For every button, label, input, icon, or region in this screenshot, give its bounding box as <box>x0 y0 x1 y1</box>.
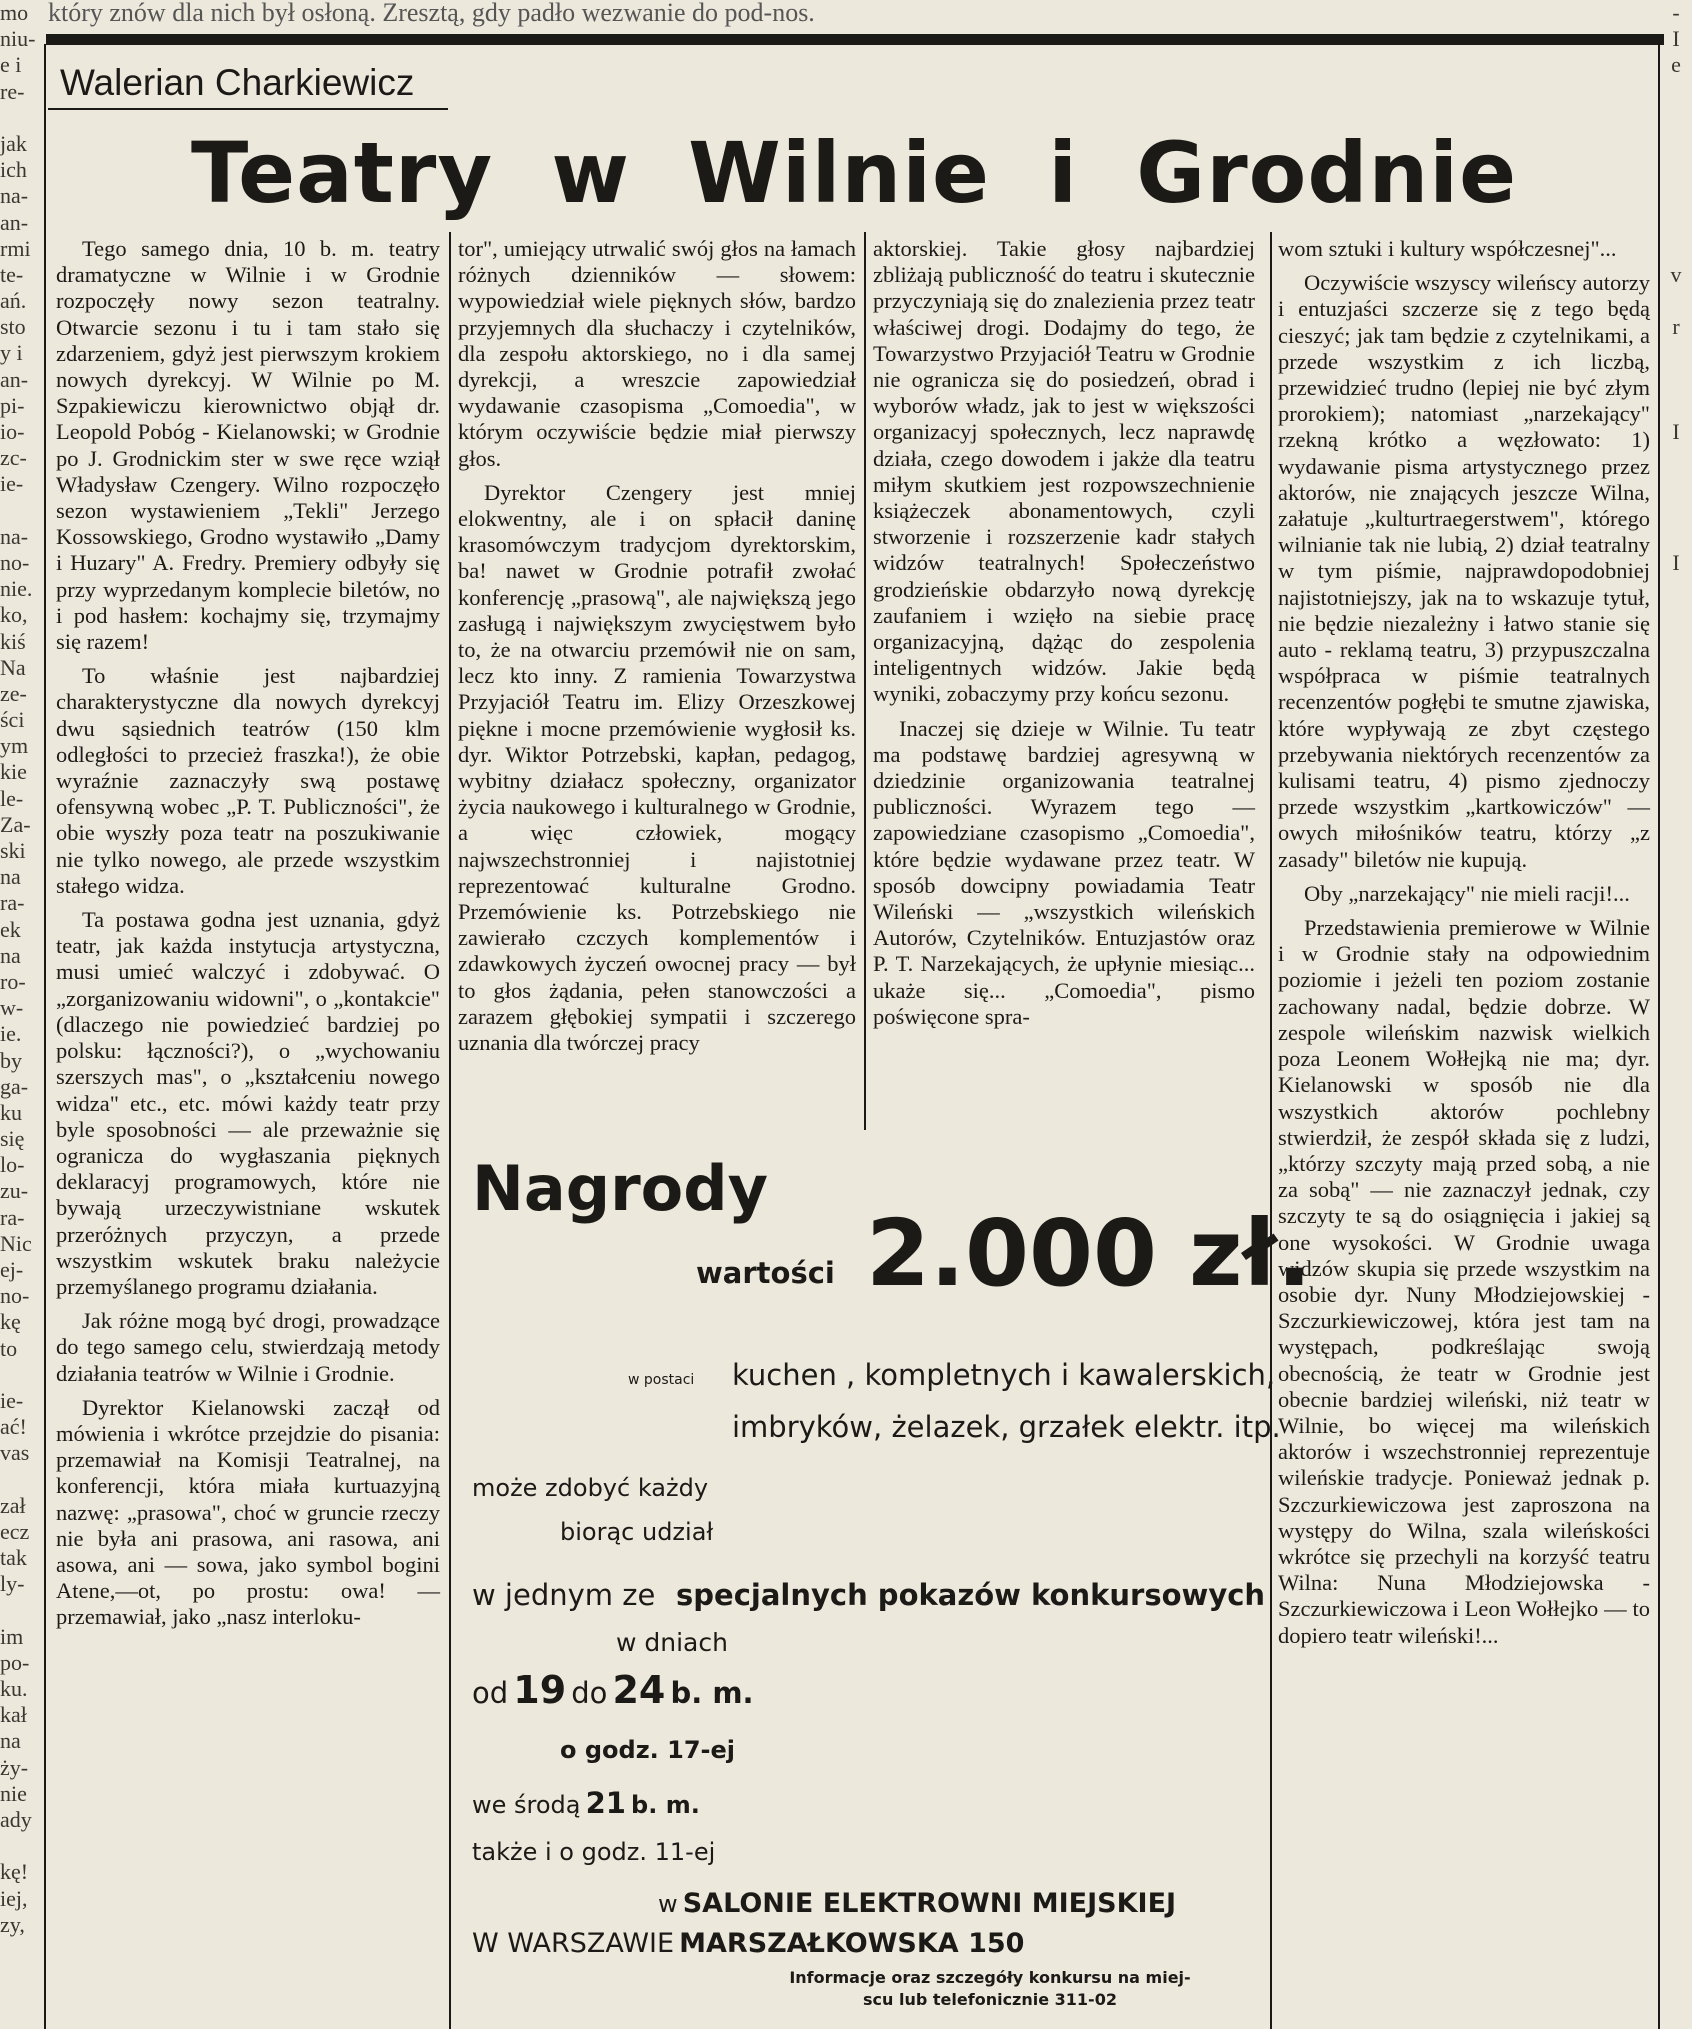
edge-fragment: ze- <box>0 680 27 706</box>
edge-fragment <box>1660 707 1692 733</box>
edge-fragment <box>1660 1257 1692 1283</box>
ad-participating: biorąc udział <box>560 1518 714 1546</box>
ad-items-line-2: imbryków, żelazek, grzałek elektr. itp. <box>732 1410 1281 1444</box>
edge-fragment <box>1660 157 1692 183</box>
edge-fragment <box>1660 969 1692 995</box>
edge-fragment: an- <box>0 366 29 392</box>
edge-fragment: sto <box>0 314 26 340</box>
prize-advertisement <box>458 1138 1312 2009</box>
edge-fragment: Za- <box>0 811 31 837</box>
ad-value-word: wartości <box>696 1256 835 1290</box>
edge-fragment <box>1660 1886 1692 1912</box>
ad-special-shows: specjalnych pokazów konkursowych <box>676 1578 1266 1612</box>
edge-fragment: lo- <box>0 1152 25 1178</box>
edge-fragment <box>1660 1048 1692 1074</box>
right-border-rule <box>1658 44 1660 2029</box>
edge-fragment: Na <box>0 654 26 680</box>
edge-fragment <box>1660 1205 1692 1231</box>
left-border-rule <box>44 44 46 2029</box>
edge-fragment <box>1660 681 1692 707</box>
edge-fragment: ra- <box>0 1204 25 1230</box>
ad-info-line-2: scu lub telefonicznie 311-02 <box>863 1990 1117 2009</box>
edge-fragment: się <box>0 1126 25 1152</box>
edge-fragment <box>1660 1571 1692 1597</box>
ad-time-1: o godz. 17-ej <box>560 1736 735 1764</box>
edge-fragment <box>1660 288 1692 314</box>
edge-fragment: ady <box>0 1806 32 1832</box>
edge-fragment <box>0 1597 38 1623</box>
edge-fragment: iej, <box>0 1885 28 1911</box>
edge-fragment: ku. <box>0 1676 28 1701</box>
ad-amount: 2.000 zł. <box>866 1200 1312 1307</box>
edge-fragment <box>1660 393 1692 419</box>
article-column-4 <box>1278 236 1650 1649</box>
edge-fragment <box>1660 917 1692 943</box>
edge-fragment: ro- <box>0 968 26 994</box>
ad-headline: Nagrody <box>472 1152 769 1225</box>
left-edge-column <box>0 0 38 2029</box>
edge-fragment: ga- <box>0 1073 29 1099</box>
top-cut-text: który znów dla nich był osłoną. Zresztą, gdy padło wezwanie do pod-nos. <box>48 0 815 27</box>
paragraph: Ta postawa godna jest uznania, gdyż teatr, jak każda instytucja artystyczna, musi umieć walczyć i zdobywać. O „zorganizowaniu widowni", o „kontakcie" (dlaczego nie powiedzieć bardziej po polsku: łączności?), o „wychowaniu szerszych mas", o „kształceniu nowego widza" etc., etc. mówi każdy teatr przy byle sposobności — ale przeważnie się ogranicza do wygłaszania pięknych deklaracyj programowych, które nie bywają urzeczywistniane wskutek przeróżnych przyczyn, a przede wszystkim wskutek braku należycie przemyślanego programu działania. <box>56 907 440 1299</box>
edge-fragment <box>1660 1152 1692 1178</box>
edge-fragment: le- <box>0 785 24 811</box>
edge-fragment: niu- <box>0 26 36 52</box>
edge-fragment <box>1660 1938 1692 1964</box>
edge-fragment <box>1660 890 1692 916</box>
edge-fragment: to <box>0 1335 18 1361</box>
edge-fragment: w- <box>0 995 24 1021</box>
ad-in-word: w <box>658 1890 678 1918</box>
edge-fragment <box>1660 471 1692 497</box>
edge-fragment <box>1660 576 1692 602</box>
ad-wednesday <box>472 1786 700 1820</box>
edge-fragment: nie <box>0 1780 27 1806</box>
edge-fragment: rmi <box>0 235 31 261</box>
edge-fragment <box>0 1467 38 1493</box>
paragraph: Dyrektor Kielanowski zaczął od mówienia i wkrótce przejdzie do pisania: przemawiał na Komisji Teatralnej, na konferencji, która miała kurtuazyjną nazwę: „prasowa", choć w gruncie rzeczy nie była ani prasowa, ani rasowa, ani asowa, ani — sowa, jako symbol bogini Atene,—ot, po prostu: owa! — przemawiał, jako „nasz interloku- <box>56 1394 440 1630</box>
edge-fragment <box>1660 236 1692 262</box>
edge-fragment <box>1660 1702 1692 1728</box>
edge-fragment <box>1660 838 1692 864</box>
edge-fragment <box>1660 1021 1692 1047</box>
edge-fragment <box>1660 1728 1692 1754</box>
ad-month-1: b. m. <box>670 1676 754 1710</box>
paragraph: tor", umiejący utrwalić swój głos na łamach różnych dzienników — słowem: wypowiedział wiele pięknych słów, bardzo przyjemnych dla słuchaczy i czytelników, dla zespołu aktorskiego, no i dla samej dyrekcji, a wreszcie zapowiedział wydawanie czasopisma „Comoedia", w którym oczywiście będzie miał pierwszy głos. <box>458 236 856 471</box>
edge-fragment: ym <box>0 733 29 759</box>
ad-to: do <box>571 1676 608 1710</box>
paragraph: To właśnie jest najbardziej charakterystyczne dla nowych dyrekcyj dwu sąsiednich teatrów (150 klm odległości to przecież fraszka!), że obie wyraźnie zaznaczyły swą postawę ofensywną wobec „P. T. Publiczności", że obie wyszły poza teatr na poszukiwanie nie tylko nowego, ale przede wszystkim stałego widza. <box>56 663 440 898</box>
edge-fragment: re- <box>0 78 25 104</box>
edge-fragment <box>1660 340 1692 366</box>
edge-fragment <box>1660 1676 1692 1702</box>
edge-fragment <box>1660 1283 1692 1309</box>
edge-fragment <box>1660 655 1692 681</box>
edge-fragment: by <box>0 1047 22 1073</box>
edge-fragment: ać! <box>0 1414 27 1440</box>
edge-fragment <box>1660 1336 1692 1362</box>
edge-fragment: jak <box>0 130 27 156</box>
edge-fragment <box>1660 524 1692 550</box>
edge-fragment: ie- <box>0 1387 24 1413</box>
edge-fragment <box>1660 1859 1692 1885</box>
edge-fragment: no- <box>0 1283 30 1309</box>
edge-fragment: zu- <box>0 1178 29 1204</box>
edge-fragment: zc- <box>0 445 27 471</box>
edge-fragment <box>1660 629 1692 655</box>
edge-fragment: v <box>1670 261 1682 287</box>
edge-fragment <box>1660 864 1692 890</box>
paragraph: aktorskiej. Takie głosy najbardziej zbliżają publiczność do teatru i skutecznie przyczyniają się do znalezienia przez teatr właściwej drogi. Dodajmy do tego, że Towarzystwo Przyjaciół Teatru w Grodnie nie ogranicza się do posiedzeń, obrad i wyborów władz, jak to jest w większości organizacyj społecznych, lecz naprawdę działa, czego dowodem i jakże dla teatru miłym skutkiem jest rozpowszechnienie książeczek abonamentowych, czyli stworzenie i rozszerzenie kadr stałych widzów teatralnych! Społeczeństwo grodzieńskie obdarzyło nową dyrekcję zaufaniem i wzięło na siebie pracę organizacyjną, dążąc do zespolenia inteligentnych widzów. Jakie będą wyniki, zobaczymy przy końcu sezonu. <box>873 236 1255 707</box>
edge-fragment <box>1660 445 1692 471</box>
ad-items-line-1: kuchen , kompletnych i kawalerskich, <box>732 1358 1276 1392</box>
edge-fragment: na <box>0 1728 21 1754</box>
paragraph: Inaczej się dzieje w Wilnie. Tu teatr ma podstawę bardziej agresywną w dziedzinie organizowania teatralnej publiczności. Wyrazem tego — zapowiedziane czasopismo „Comoedia", które będzie wydawane przez teatr. W sposób dowcipny powiadamia Teatr Wileński — „wszystkich wileńskich Autorów, Czytelników. Entuzjastów oraz P. T. Narzekających, że upłynie miesiąc... ukaże się... „Comoedia", pismo poświęcone spra- <box>873 715 1255 1029</box>
ad-venue-line <box>658 1888 1176 1919</box>
ad-can-win: może zdobyć każdy <box>472 1474 709 1502</box>
edge-fragment <box>1660 1912 1692 1938</box>
edge-fragment <box>0 1833 38 1859</box>
edge-fragment: ich <box>0 157 27 183</box>
edge-fragment: ści <box>0 707 25 733</box>
edge-fragment: ie- <box>0 471 24 497</box>
ad-in-one-of: w jednym ze <box>472 1578 656 1612</box>
edge-fragment <box>1660 1781 1692 1807</box>
edge-fragment <box>1660 498 1692 524</box>
ad-also-time: także i o godz. 11-ej <box>472 1838 716 1866</box>
ad-from: od <box>472 1676 509 1710</box>
edge-fragment: kę <box>0 1309 21 1335</box>
ad-wed-label: we środą <box>472 1791 581 1819</box>
paragraph: Oby „narzekający" nie mieli racji!... <box>1304 880 1630 906</box>
edge-fragment: kiś <box>0 628 26 654</box>
edge-fragment: kał <box>0 1702 27 1728</box>
edge-fragment: ku <box>0 1099 22 1125</box>
ad-day-1: 19 <box>513 1668 567 1712</box>
edge-fragment: ży- <box>0 1754 29 1780</box>
author-underline <box>48 108 448 110</box>
edge-fragment <box>1660 1178 1692 1204</box>
edge-fragment <box>1660 1388 1692 1414</box>
edge-fragment <box>1660 759 1692 785</box>
edge-fragment: kie <box>0 759 27 785</box>
edge-fragment: an- <box>0 209 29 235</box>
edge-fragment: ko, <box>0 602 28 628</box>
ad-city: W WARSZAWIE <box>472 1928 675 1959</box>
edge-fragment: na- <box>0 523 29 549</box>
edge-fragment: ra- <box>0 890 25 916</box>
edge-fragment: I <box>1672 549 1680 575</box>
column-rule-2 <box>864 232 866 1130</box>
paragraph: Oczywiście wszyscy wileńscy autorzy i entuzjaści szczerze się z tego będą cieszyć; jak tam będzie z czytelnikami, a przede wszystkim z ich liczbą, przewidzieć trudno (lepiej nie być złym prorokiem); natomiast „narzekający" rzekną krótko a węzłowato: 1) wydawanie pisma artystycznego przez aktorów, nie znających jeszcze Wilna, załatuje „kulturtraegerstwem", którego wilnianie tak nie lubią, 2) dział teatralny w tym piśmie, najprawdopodobniej najistotniejszy, jak na to wskazuje tytuł, nie będzie niezależny i łatwo stanie się auto - reklamą teatru, 3) przypuszczalna współpraca w piśmie teatralnych recenzentów pogłębi te smutne zjawiska, które wypływają ze zbyt częstego przebywania niektórych recenzentów za kulisami teatru, 4) pismo zjednoczy przede wszystkim „kartkowiczów" — owych miłośników teatru, którzy „z zasady" biletów nie kupują. <box>1278 270 1650 872</box>
edge-fragment: I <box>1672 26 1680 52</box>
edge-fragment: na <box>0 942 21 968</box>
edge-fragment: tak <box>0 1545 27 1571</box>
paragraph: Jak różne mogą być drogi, prowadzące do tego samego celu, stwierdzają metody działania teatrów w Wilnie i Grodnie. <box>56 1308 440 1386</box>
edge-fragment: vas <box>0 1440 30 1466</box>
article-title: Teatry w Wilnie i Grodnie <box>190 124 1518 222</box>
edge-fragment <box>1660 1074 1692 1100</box>
edge-fragment <box>1660 131 1692 157</box>
edge-fragment: ski <box>0 838 26 863</box>
article-column-2 <box>458 236 856 1056</box>
edge-fragment <box>1660 105 1692 131</box>
edge-fragment: io- <box>0 419 25 444</box>
paragraph: Przedstawienia premierowe w Wilnie i w Grodnie stały na odpowiednim poziomie i jeżeli ten poziom zostanie zachowany nadal, będzie dobrze. W zespole wileńskim nazwisk wielkich poza Leonem Wołłejką nie ma; dyr. Kielanowski w sposób nie dla wszystkich aktorów pochlebny stwierdził, że zespół składa się z ludzi, „którzy szczyty mają przed sobą, a nie za sobą" — nie zaznaczył jednak, czy szczyty te są do osiągnięcia i jakiej są one wysokości. W Grodnie uwaga widzów skupia się przede wszystkim na osobie dyr. Nuny Młodziejowskiej - Szczurkiewiczowej, która jest tam na występach, podkreślając swoją obecnością, że teatr w Grodnie jest obecnie bardziej wileński, niż teatr w Wilnie, bo więcej ma wileńskich aktorów i wszechstronniej reprezentuje wileńskie tradycje. Ponieważ jednak p. Szczurkiewiczowa jest zaproszona na występy do Wilna, szala wileńskości wkrótce się przechyli na korzyść teatru Wilna: Nuna Młodziejowska - Szczurkiewiczowa i Leon Wołłejko — to dopiero teatr wileński!... <box>1278 915 1650 1648</box>
edge-fragment <box>1660 1650 1692 1676</box>
ad-dates <box>472 1668 754 1712</box>
edge-fragment <box>1660 786 1692 812</box>
edge-fragment: te- <box>0 261 24 287</box>
ad-address: MARSZAŁKOWSKA 150 <box>679 1928 1025 1959</box>
edge-fragment: Nic <box>0 1230 32 1256</box>
edge-fragment: nie. <box>0 576 33 602</box>
edge-fragment: zał <box>0 1492 26 1518</box>
edge-fragment <box>1660 1597 1692 1623</box>
edge-fragment <box>1660 1440 1692 1466</box>
paragraph: Dyrektor Czengery jest mniej elokwentny, ale i on spłacił daninę krasomówczym tradycjom dyrektorskim, ba! nawet w Grodnie potrafił zwołać konferencję „prasową", ale największą jego zasługą i największym zwycięstwem było to, że na otwarciu przemówił nie on sam, lecz kto inny. Z ramienia Towarzystwa Przyjaciół Teatru im. Elizy Orzeszkowej piękne i mocne przemówienie wygłosił ks. dyr. Wiktor Potrzebski, kapłan, pedagog, wybitny działacz społeczny, organizator życia naukowego i kulturalnego w Grodnie, a więc człowiek, mogący najwszechstronniej i najistotniej reprezentować kulturalne Grodno. Przemówienie ks. Potrzebskiego nie zawierało czczych komplementów i zdawkowych życzeń owocnej pracy — był to głos żądania, pełen stanowczości a zarazem głębokiej sympatii i szczerego uznania dla twórczej pracy <box>458 479 856 1056</box>
right-edge-column <box>1660 0 1692 2029</box>
edge-fragment: im <box>0 1623 24 1649</box>
edge-fragment: e i <box>0 52 22 78</box>
edge-fragment: ecz <box>0 1518 30 1544</box>
edge-fragment <box>1660 995 1692 1021</box>
edge-fragment <box>1660 1231 1692 1257</box>
edge-fragment <box>1660 602 1692 628</box>
edge-fragment: ej- <box>0 1257 24 1282</box>
edge-fragment <box>1660 210 1692 236</box>
edge-fragment <box>1660 1414 1692 1440</box>
edge-fragment: no- <box>0 549 30 575</box>
author-byline: Walerian Charkiewicz <box>60 62 415 103</box>
ad-in-days: w dniach <box>616 1628 728 1657</box>
edge-fragment <box>1660 733 1692 759</box>
ad-day-2: 24 <box>612 1668 666 1712</box>
edge-fragment: y i <box>0 340 23 366</box>
edge-fragment <box>1660 1309 1692 1335</box>
ad-address-line <box>472 1928 1024 1959</box>
edge-fragment: ań. <box>0 288 27 314</box>
edge-fragment <box>1660 367 1692 393</box>
edge-fragment <box>0 105 38 131</box>
top-rule <box>46 34 1664 45</box>
article-column-3 <box>873 236 1255 1030</box>
edge-fragment: na <box>0 864 21 890</box>
edge-fragment <box>1660 1833 1692 1859</box>
edge-fragment: po- <box>0 1649 30 1675</box>
paragraph: wom sztuki i kultury współczesnej"... <box>1278 236 1617 261</box>
edge-fragment: pi- <box>0 392 25 418</box>
edge-fragment <box>1660 1545 1692 1571</box>
edge-fragment: r <box>1672 314 1680 340</box>
edge-fragment <box>1660 1519 1692 1545</box>
edge-fragment: ie. <box>0 1021 22 1047</box>
edge-fragment <box>1660 1362 1692 1388</box>
column-rule-3 <box>1270 232 1272 2029</box>
edge-fragment: e <box>1671 52 1681 78</box>
ad-wed-day: 21 <box>585 1786 626 1820</box>
ad-in-form-of: w postaci <box>628 1372 695 1388</box>
edge-fragment <box>1660 1624 1692 1650</box>
edge-fragment <box>1660 1807 1692 1833</box>
edge-fragment: I <box>1672 419 1680 444</box>
edge-fragment: ly- <box>0 1571 25 1597</box>
edge-fragment <box>0 1362 38 1388</box>
edge-fragment <box>1660 1126 1692 1152</box>
edge-fragment <box>1660 183 1692 209</box>
edge-fragment <box>1660 1755 1692 1781</box>
edge-fragment: na- <box>0 183 29 209</box>
edge-fragment: mo <box>0 0 29 25</box>
article-column-1 <box>56 236 440 1631</box>
edge-fragment <box>1660 812 1692 838</box>
edge-fragment: zy, <box>0 1911 25 1937</box>
edge-fragment <box>1660 1467 1692 1493</box>
edge-fragment: ek <box>0 916 21 942</box>
ad-venue: SALONIE ELEKTROWNI MIEJSKIEJ <box>682 1888 1177 1919</box>
edge-fragment: - <box>1672 0 1680 25</box>
ad-info-line-1: Informacje oraz szczegóły konkursu na miej- <box>789 1968 1191 1987</box>
edge-fragment: kę! <box>0 1859 29 1885</box>
column-rule-1 <box>449 232 451 2029</box>
edge-fragment <box>1660 79 1692 105</box>
ad-month-2: b. m. <box>631 1791 700 1819</box>
edge-fragment <box>0 498 38 524</box>
paragraph: Tego samego dnia, 10 b. m. teatry dramatyczne w Wilnie i w Grodnie rozpoczęły nowy sezon teatralny. Otwarcie sezonu i tu i tam stało się zdarzeniem, gdyż jest pierwszym krokiem nowych dyrekcyj. W Wilnie po M. Szpakiewiczu kierownictwo objął dr. Leopold Pobóg - Kielanowski; w Grodnie po J. Grodnickim ster w swe ręce wziął Władysław Czengery. Wilno rozpoczęło sezon wystawieniem „Tekli" Jerzego Kossowskiego, Grodno wystawiło „Damy i Huzary" A. Fredry. Premiery odbyły się przy wyprzedanym komplecie biletów, no i pod hasłem: kochajmy się, trzymajmy się razem! <box>56 236 440 655</box>
edge-fragment <box>1660 1493 1692 1519</box>
edge-fragment <box>1660 943 1692 969</box>
edge-fragment <box>1660 1100 1692 1126</box>
